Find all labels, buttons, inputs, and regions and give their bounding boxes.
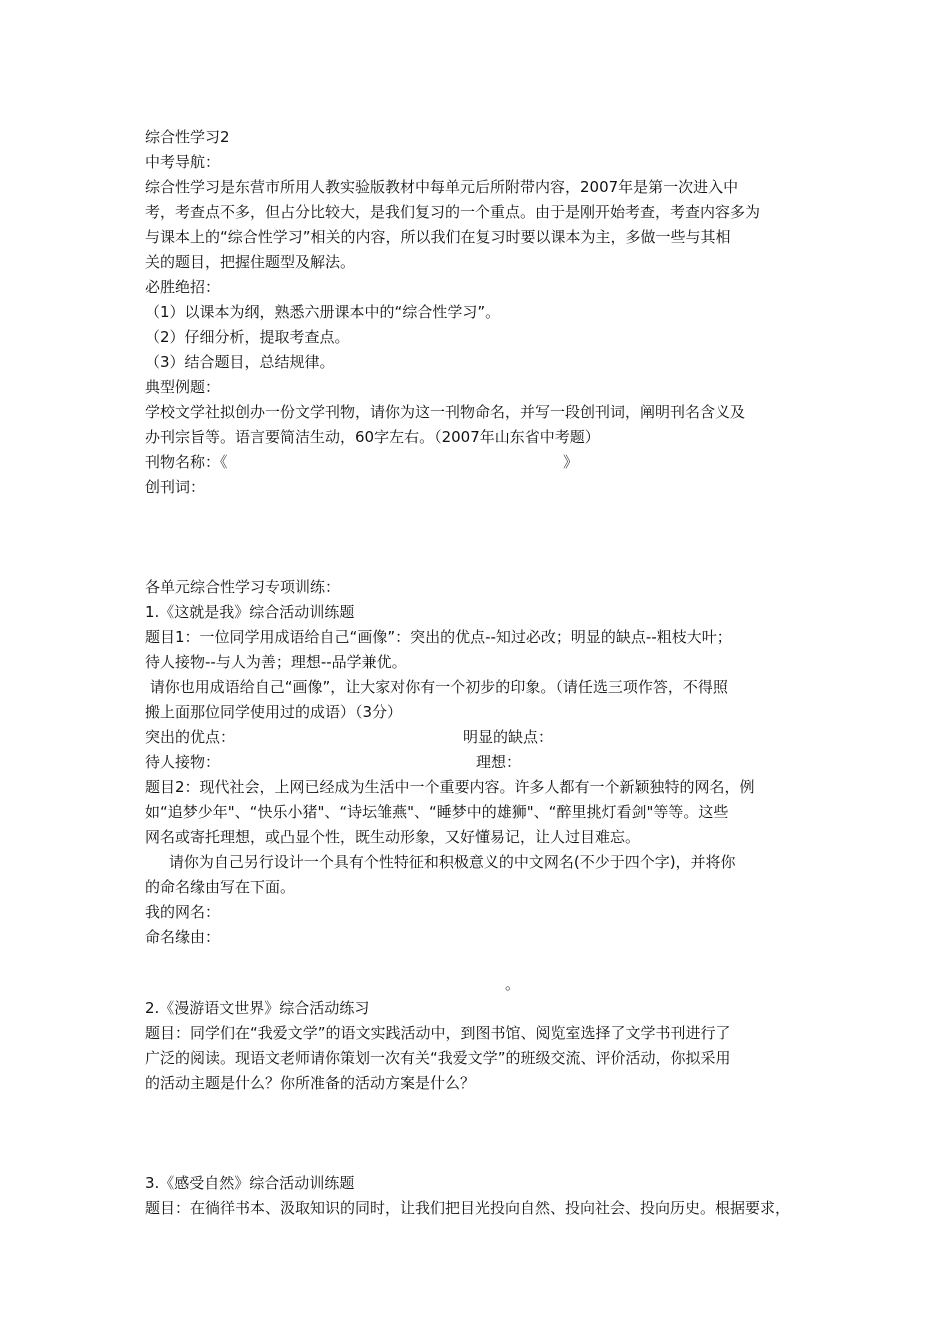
s1-q2-line: 题目2：现代社会，上网已经成为生活中一个重要内容。许多人都有一个新颖独特的网名，例 — [145, 778, 755, 796]
ideal-label: 理想： — [476, 753, 522, 771]
journal-name-close: 》 — [563, 453, 579, 471]
tip-item: （1）以课本为纲，熟悉六册课本中的“综合性学习”。 — [145, 303, 501, 321]
fault-label: 明显的缺点： — [463, 728, 554, 746]
tips-heading: 必胜绝招： — [145, 278, 221, 296]
section-2-title: 2.《漫游语文世界》综合活动练习 — [145, 999, 370, 1017]
s1-q2-line: 网名或寄托理想，或凸显个性，既生动形象，又好懂易记，让人过目难忘。 — [145, 828, 641, 846]
journal-name-label: 刊物名称：《 — [145, 453, 228, 471]
reason-label: 命名缘由： — [145, 928, 221, 946]
s1-q2-line: 的命名缘由写在下面。 — [145, 878, 296, 896]
foreword-label: 创刊词： — [145, 478, 206, 496]
s1-q2-line: 请你为自己另行设计一个具有个性特征和积极意义的中文网名(不少于四个字)，并将你 — [145, 853, 736, 871]
example-heading: 典型例题： — [145, 378, 221, 396]
guide-line: 与课本上的“综合性学习”相关的内容，所以我们在复习时要以课本为主，多做一些与其相 — [145, 228, 731, 246]
period-mark: 。 — [505, 975, 521, 993]
manner-label: 待人接物： — [145, 753, 221, 771]
s2-line: 题目：同学们在“我爱文学”的语文实践活动中，到图书馆、阅览室选择了文学书刊进行了 — [145, 1024, 731, 1042]
guide-line: 考，考查点不多，但占分比较大，是我们复习的一个重点。由于是刚开始考查，考查内容多为 — [145, 203, 761, 221]
section-3-title: 3.《感受自然》综合活动训练题 — [145, 1174, 355, 1192]
guide-heading: 中考导航： — [145, 153, 221, 171]
netname-label: 我的网名： — [145, 903, 221, 921]
merit-label: 突出的优点： — [145, 728, 236, 746]
s1-q1-line: 待人接物--与人为善；理想--品学兼优。 — [145, 653, 407, 671]
tip-item: （2）仔细分析，提取考查点。 — [145, 328, 350, 346]
guide-line: 关的题目，把握住题型及解法。 — [145, 253, 356, 271]
s1-q1-line: 请你也用成语给自己“画像”，让大家对你有一个初步的印象。（请任选三项作答，不得照 — [145, 678, 728, 696]
s1-q2-line: 如“追梦少年"、“快乐小猪"、“诗坛雏燕"、“睡梦中的雄狮"、“醉里挑灯看剑"等等。这些 — [145, 803, 729, 821]
example-line: 办刊宗旨等。语言要简洁生动，60字左右。（2007年山东省中考题） — [145, 428, 600, 446]
s1-q1-line: 搬上面那位同学使用过的成语）（3分） — [145, 703, 403, 721]
tip-item: （3）结合题目，总结规律。 — [145, 353, 335, 371]
guide-line: 综合性学习是东营市所用人教实验版教材中每单元后所附带内容，2007年是第一次进入中 — [145, 178, 739, 196]
example-line: 学校文学社拟创办一份文学刊物，请你为这一刊物命名，并写一段创刊词，阐明刊名含义及 — [145, 403, 746, 421]
training-heading: 各单元综合性学习专项训练： — [145, 578, 341, 596]
s3-line: 题目：在徜徉书本、汲取知识的同时，让我们把目光投向自然、投向社会、投向历史。根据要求， — [145, 1199, 791, 1217]
doc-title: 综合性学习2 — [145, 128, 230, 146]
s2-line: 广泛的阅读。现语文老师请你策划一次有关“我爱文学”的班级交流、评价活动，你拟采用 — [145, 1049, 731, 1067]
s2-line: 的活动主题是什么？你所准备的活动方案是什么？ — [145, 1074, 476, 1092]
s1-q1-line: 题目1：一位同学用成语给自己“画像”：突出的优点--知过必改；明显的缺点--粗枝大叶； — [145, 628, 732, 646]
section-1-title: 1.《这就是我》综合活动训练题 — [145, 603, 355, 621]
